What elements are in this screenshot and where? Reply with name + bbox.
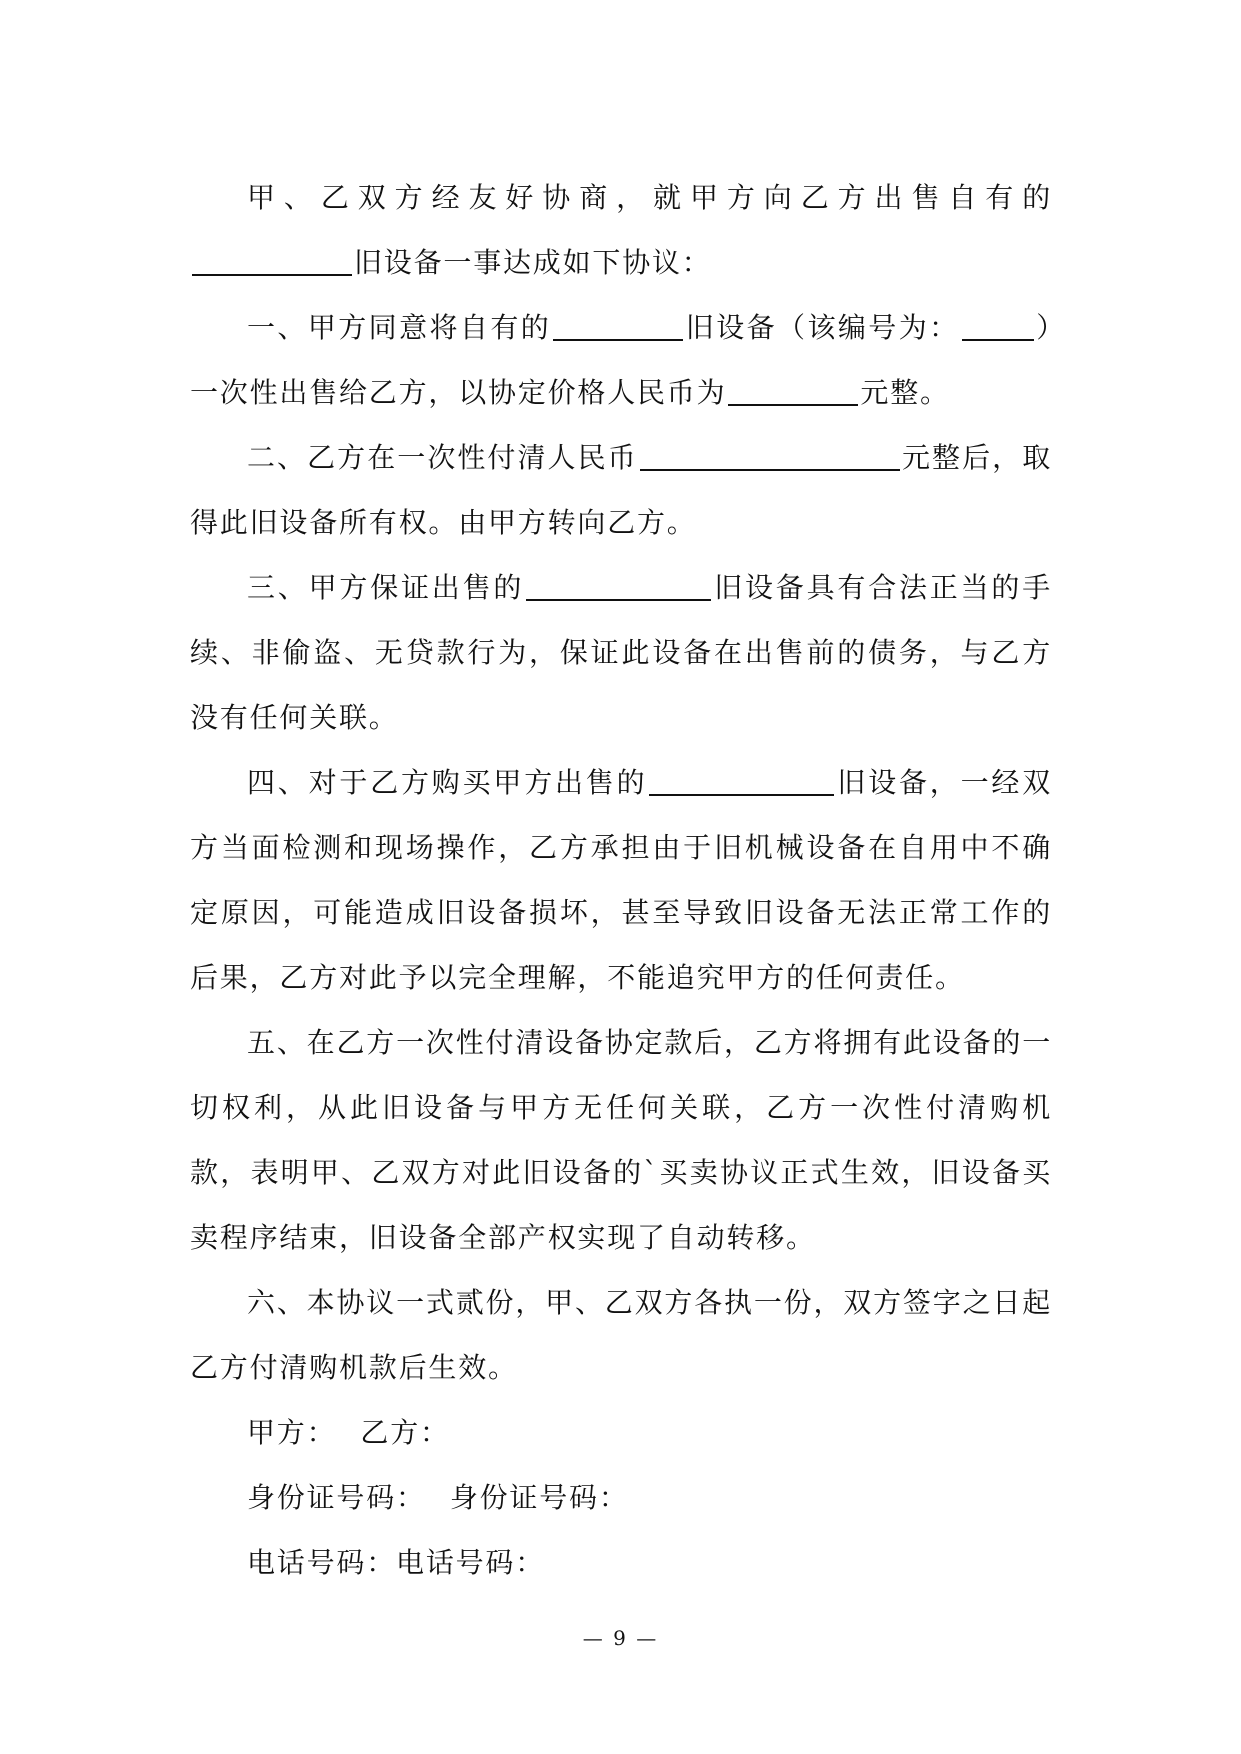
- clause-6: 六、本协议一式贰份，甲、乙双方各执一份，双方签字之日起乙方付清购机款后生效。: [190, 1286, 1052, 1384]
- clause-4-text-a: 四、对于乙方购买甲方出售的: [247, 766, 648, 799]
- clause-1-equipment-blank: [553, 309, 683, 341]
- clause-1-text-c: ）一次性出售给乙方，以协定价格人民币为: [190, 311, 1052, 409]
- party-b-id-label: 身份证号码：: [449, 1481, 629, 1514]
- party-a-phone-label: 电话号码：: [247, 1546, 397, 1579]
- clause-1: [190, 295, 1052, 425]
- clause-2-text-a: 二、乙方在一次性付清人民币: [247, 441, 638, 474]
- party-a-id-label: 身份证号码：: [247, 1481, 426, 1514]
- clause-2: [190, 425, 1052, 555]
- page-number: — 9 —: [582, 1626, 659, 1650]
- party-b-phone-label: 电话号码：: [396, 1546, 546, 1579]
- clause-1-text-a: 一、甲方同意将自有的: [247, 311, 552, 344]
- clause-1-serial-blank: [962, 309, 1034, 341]
- clause-2-text-b: 元整后，取得此旧设备所有权。由甲方转向乙方。: [190, 441, 1052, 539]
- clause-4-text-b: 旧设备，一经双方当面检测和现场操作，乙方承担由于旧机械设备在自用中不确定原因，可能造成旧设备损坏，甚至导致旧设备无法正常工作的后果，乙方对此予以完全理解，不能追究甲方的任何责任。: [190, 766, 1053, 994]
- clause-3-text-b: 旧设备具有合法正当的手续、非偷盗、无贷款行为，保证此设备在出售前的债务，与乙方没有任何关联。: [190, 571, 1052, 734]
- intro-text-b: 旧设备一事达成如下协议：: [354, 246, 712, 279]
- clause-5: 五、在乙方一次性付清设备协定款后，乙方将拥有此设备的一切权利，从此旧设备与甲方无任何关联，乙方一次性付清购机款，表明甲、乙双方对此旧设备的`买卖协议正式生效，旧设备买卖程序结束，旧设备全部产权实现了自动转移。: [190, 1026, 1052, 1254]
- party-b-label: 乙方：: [360, 1416, 450, 1449]
- clause-2-amount-blank: [640, 439, 900, 471]
- clause-3-equipment-blank: [526, 569, 711, 601]
- clause-4: [190, 750, 1052, 1010]
- intro-text-a: 甲、乙双方经友好协商，就甲方向乙方出售自有的: [247, 181, 1052, 214]
- clause-3: [190, 555, 1052, 750]
- signature-party-row: [190, 1400, 1052, 1465]
- clause-1-price-blank: [728, 374, 858, 406]
- clause-1-text-b: 旧设备（该编号为：: [685, 311, 960, 344]
- document-body: [190, 165, 1052, 1595]
- party-a-label: 甲方：: [247, 1416, 337, 1449]
- signature-id-row: [190, 1465, 1052, 1530]
- intro-paragraph: [190, 165, 1052, 295]
- signature-phone-row: [190, 1530, 1052, 1595]
- clause-1-text-d: 元整。: [860, 376, 950, 409]
- clause-3-text-a: 三、甲方保证出售的: [247, 571, 525, 604]
- equipment-name-blank: [192, 244, 352, 276]
- clause-4-equipment-blank: [649, 764, 834, 796]
